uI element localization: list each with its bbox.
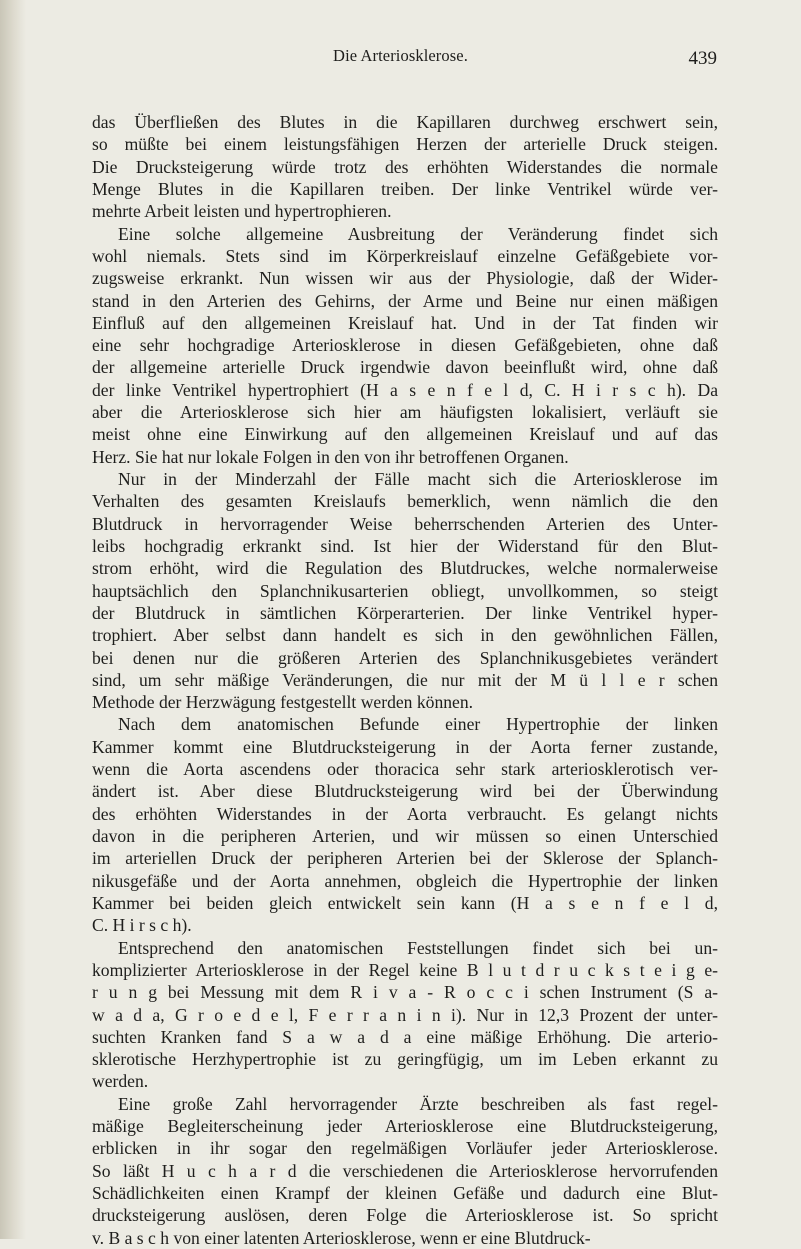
text-line: davon in die peripheren Arterien, und wir müssen so einen Unterschied xyxy=(92,826,718,846)
text-line: Herz. Sie hat nur lokale Folgen in den von ihr betroffenen Organen. xyxy=(92,446,569,467)
text-line: r u n g bei Messung mit dem R i v a - R o c c i schen Instrument (S a- xyxy=(92,982,718,1003)
text-line: Kammer kommt eine Blutdrucksteigerung in der Aorta ferner zustande, xyxy=(92,736,718,757)
text-line: Blutdruck in hervorragender Weise beherrschenden Arterien des Unter- xyxy=(92,513,718,534)
text-line: eine sehr hochgradige Arteriosklerose in diesen Gefäßgebieten, ohne daß xyxy=(92,335,718,356)
text-line: leibs hochgradig erkrankt sind. Ist hier der Widerstand für den Blut- xyxy=(92,535,718,556)
text-line: sklerotische Herzhypertrophie ist zu geringfügig, um im Leben erkannt zu xyxy=(92,1049,718,1070)
text-line: Entsprechend den anatomischen Feststellungen findet sich bei un- xyxy=(118,937,718,958)
text-line: suchten Kranken fand S a w a d a eine mäßige Erhöhung. Die arterio- xyxy=(92,1026,718,1047)
paragraph xyxy=(92,468,718,713)
text-line: das Überfließen des Blutes in die Kapillaren durchweg erschwert sein, xyxy=(92,112,718,132)
page-header xyxy=(0,40,801,70)
text-line: mehrte Arbeit leisten und hypertrophieren. xyxy=(92,201,392,222)
text-line: werden. xyxy=(92,1071,149,1092)
paragraph xyxy=(92,223,718,468)
paragraph xyxy=(92,1093,718,1249)
text-line: hauptsächlich den Splanchnikusarterien obliegt, unvollkommen, so steigt xyxy=(92,580,718,601)
text-line: so müßte bei einem leistungsfähigen Herzen der arterielle Druck steigen. xyxy=(92,134,718,155)
text-line: w a d a, G r o e d e l, F e r r a n i n i). Nur in 12,3 Prozent der unter- xyxy=(92,1004,718,1025)
text-line: nikusgefäße und der Aorta annehmen, obgleich die Hypertrophie der linken xyxy=(92,870,718,891)
text-line: der Blutdruck in sämtlichen Körperarterien. Der linke Ventrikel hyper- xyxy=(92,602,718,623)
running-head: Die Arteriosklerose. xyxy=(333,46,468,65)
text-line: Nach dem anatomischen Befunde einer Hypertrophie der linken xyxy=(118,714,718,735)
text-line: der linke Ventrikel hypertrophiert (H a s e n f e l d, C. H i r s c h). Da xyxy=(92,379,718,400)
text-line: stand in den Arterien des Gehirns, der Arme und Beine nur einen mäßigen xyxy=(92,290,718,311)
page-number: 439 xyxy=(688,48,717,69)
text-line: sind, um sehr mäßige Veränderungen, die nur mit der M ü l l e r schen xyxy=(92,669,718,690)
text-line: aber die Arteriosklerose sich hier am häufigsten lokalisiert, verläuft sie xyxy=(92,402,718,423)
text-line: erblicken in ihr sogar den regelmäßigen Vorläufer jeder Arteriosklerose. xyxy=(92,1138,718,1159)
text-line: v. B a s c h von einer latenten Arteriosklerose, wenn er eine Blutdruck- xyxy=(92,1227,591,1248)
text-line: Verhalten des gesamten Kreislaufs bemerklich, wenn nämlich die den xyxy=(92,491,718,512)
text-line: meist ohne eine Einwirkung auf den allgemeinen Kreislauf und auf das xyxy=(92,424,718,445)
text-line: bei denen nur die größeren Arterien des Splanchnikusgebietes verändert xyxy=(92,647,718,668)
text-line: des erhöhten Widerstandes in der Aorta verbraucht. Es gelangt nichts xyxy=(92,803,718,824)
text-line: wohl niemals. Stets sind im Körperkreislauf einzelne Gefäßgebiete vor- xyxy=(92,245,718,266)
text-line: trophiert. Aber selbst dann handelt es sich in den gewöhnlichen Fällen, xyxy=(92,625,718,646)
text-line: Schädlichkeiten einen Krampf der kleinen Gefäße und dadurch eine Blut- xyxy=(92,1183,718,1203)
paragraph xyxy=(92,713,718,936)
text-line: Einfluß auf den allgemeinen Kreislauf hat. Und in der Tat finden wir xyxy=(92,312,718,333)
body-text xyxy=(92,111,718,1249)
paragraph xyxy=(92,111,718,223)
text-line: komplizierter Arteriosklerose in der Regel keine B l u t d r u c k s t e i g e- xyxy=(92,959,718,980)
text-line: im arteriellen Druck der peripheren Arterien bei der Sklerose der Splanch- xyxy=(92,848,718,869)
text-line: Eine solche allgemeine Ausbreitung der Veränderung findet sich xyxy=(118,223,718,244)
text-line: Eine große Zahl hervorragender Ärzte beschreiben als fast regel- xyxy=(118,1093,718,1114)
text-line: der allgemeine arterielle Druck irgendwie davon beeinflußt wird, ohne daß xyxy=(92,357,718,378)
text-line: wenn die Aorta ascendens oder thoracica sehr stark arteriosklerotisch ver- xyxy=(92,759,718,780)
text-line: ändert ist. Aber diese Blutdrucksteigerung wird bei der Überwindung xyxy=(92,781,718,802)
text-line: strom erhöht, wird die Regulation des Blutdruckes, welche normalerweise xyxy=(92,558,718,579)
text-line: Nur in der Minderzahl der Fälle macht sich die Arteriosklerose im xyxy=(118,469,718,489)
text-line: Die Drucksteigerung würde trotz des erhöhten Widerstandes die normale xyxy=(92,156,718,177)
text-line: drucksteigerung auslösen, deren Folge die Arteriosklerose ist. So spricht xyxy=(92,1205,718,1226)
text-line: C. H i r s c h). xyxy=(92,915,192,936)
text-line: Methode der Herzwägung festgestellt werden können. xyxy=(92,692,474,713)
text-line: Kammer bei beiden gleich entwickelt sein kann (H a s e n f e l d, xyxy=(92,892,718,913)
text-line: Menge Blutes in die Kapillaren treiben. Der linke Ventrikel würde ver- xyxy=(92,178,718,199)
text-line: mäßige Begleiterscheinung jeder Arteriosklerose eine Blutdrucksteigerung, xyxy=(92,1116,718,1137)
text-line: zugsweise erkrankt. Nun wissen wir aus der Physiologie, daß der Wider- xyxy=(92,268,718,289)
paragraph xyxy=(92,937,718,1093)
text-line: So läßt H u c h a r d die verschiedenen die Arteriosklerose hervorrufenden xyxy=(92,1160,718,1181)
page-binding-shadow xyxy=(0,0,26,1239)
